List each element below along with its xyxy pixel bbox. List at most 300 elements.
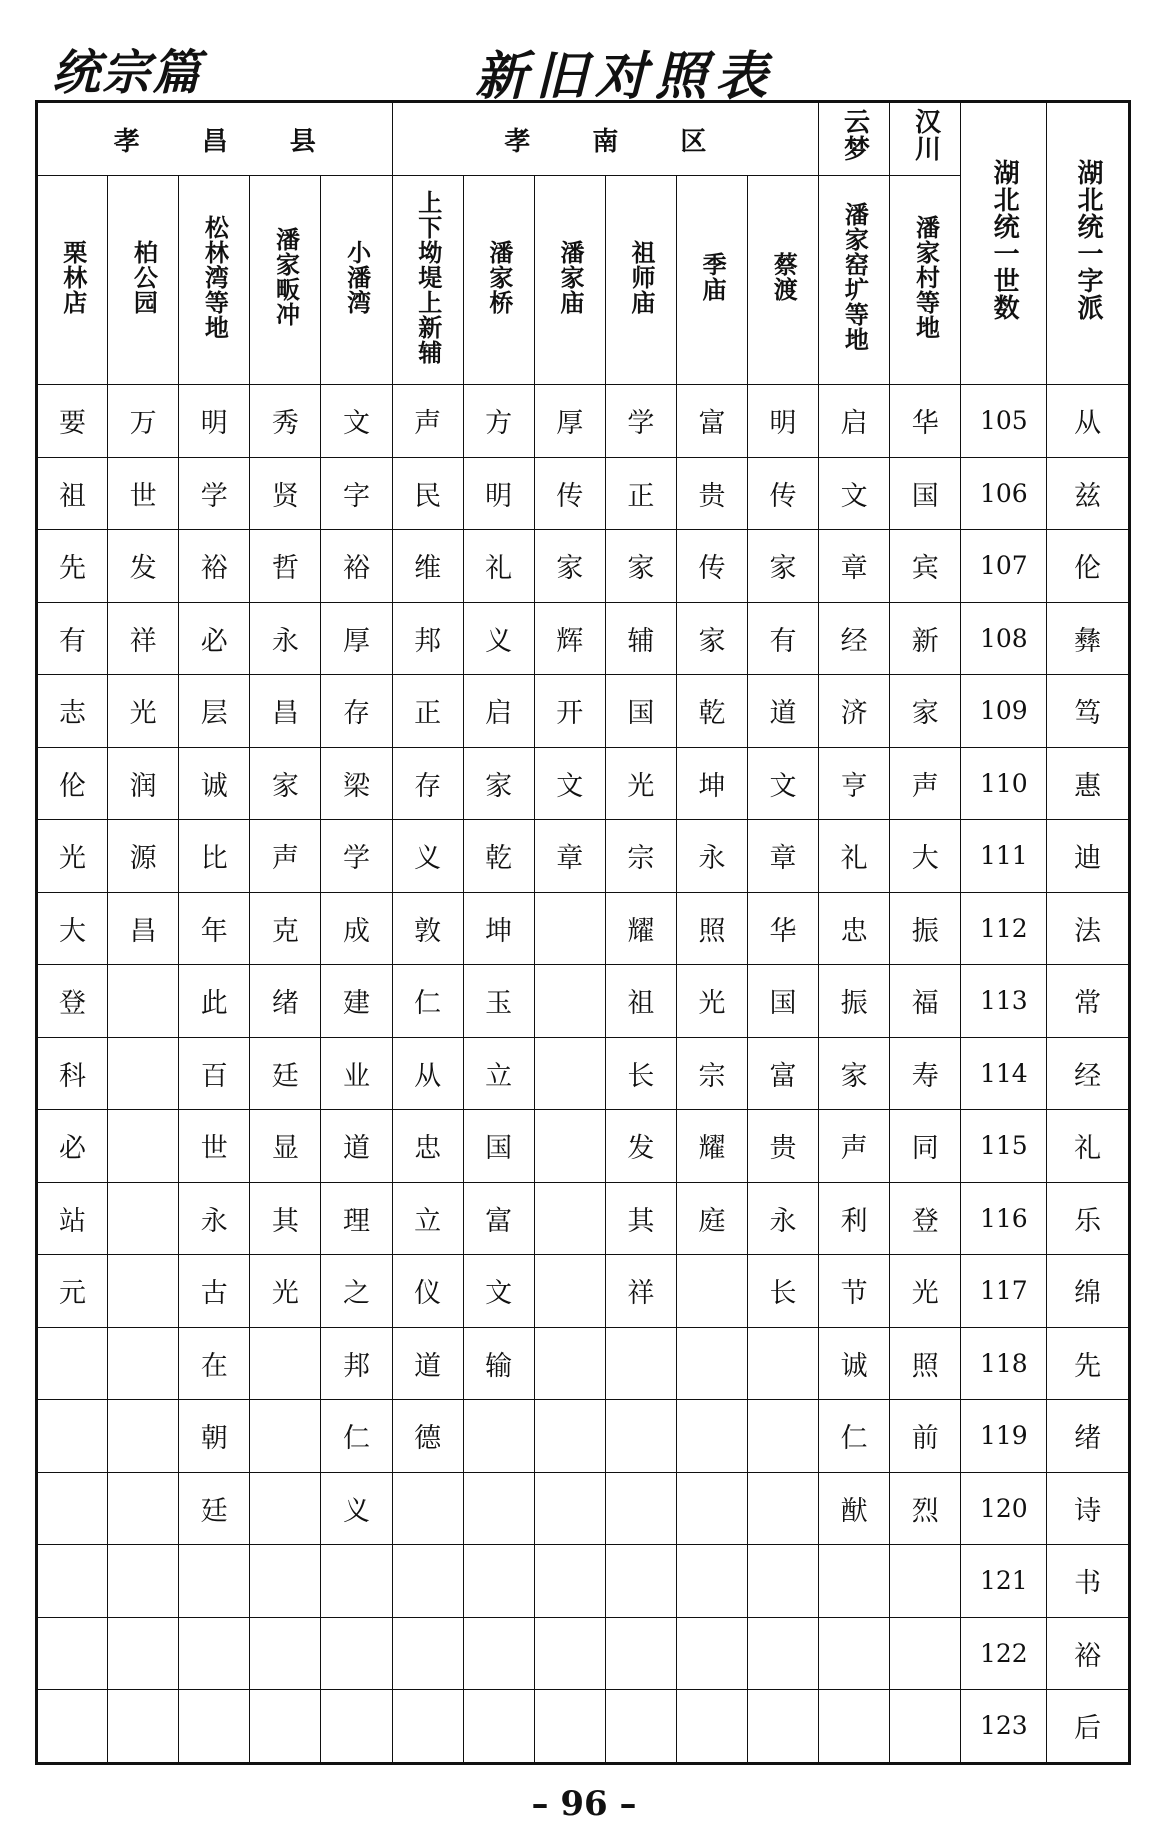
table-cell xyxy=(890,1545,961,1618)
table-cell: 光 xyxy=(250,1255,321,1328)
generation-number-cell: 115 xyxy=(961,1110,1047,1183)
generation-character-cell: 书 xyxy=(1047,1545,1130,1618)
table-cell: 辉 xyxy=(534,602,605,675)
table-cell: 理 xyxy=(321,1182,392,1255)
table-cell: 光 xyxy=(37,820,108,893)
generation-number-cell: 121 xyxy=(961,1545,1047,1618)
table-cell xyxy=(676,1400,747,1473)
table-cell xyxy=(108,1400,179,1473)
table-cell: 乾 xyxy=(463,820,534,893)
table-cell: 辅 xyxy=(605,602,676,675)
table-cell xyxy=(108,1327,179,1400)
table-cell: 敦 xyxy=(392,892,463,965)
table-cell: 有 xyxy=(37,602,108,675)
generation-character-cell: 绪 xyxy=(1047,1400,1130,1473)
table-cell: 发 xyxy=(605,1110,676,1183)
table-cell: 道 xyxy=(748,675,819,748)
table-row xyxy=(37,892,1130,965)
table-cell: 之 xyxy=(321,1255,392,1328)
table-cell: 登 xyxy=(37,965,108,1038)
table-cell xyxy=(108,965,179,1038)
table-cell: 文 xyxy=(534,747,605,820)
table-cell xyxy=(534,1037,605,1110)
table-cell: 克 xyxy=(250,892,321,965)
table-cell: 正 xyxy=(392,675,463,748)
table-cell xyxy=(108,1255,179,1328)
table-cell xyxy=(676,1617,747,1690)
generation-character-cell: 诗 xyxy=(1047,1472,1130,1545)
table-cell: 猷 xyxy=(819,1472,890,1545)
table-cell xyxy=(534,1110,605,1183)
table-cell: 坤 xyxy=(463,892,534,965)
table-cell: 显 xyxy=(250,1110,321,1183)
table-cell: 振 xyxy=(890,892,961,965)
column-header: 季庙 xyxy=(676,176,747,385)
table-cell xyxy=(676,1327,747,1400)
table-cell xyxy=(605,1545,676,1618)
table-cell xyxy=(108,1037,179,1110)
table-cell: 振 xyxy=(819,965,890,1038)
table-cell: 字 xyxy=(321,457,392,530)
table-cell xyxy=(37,1472,108,1545)
table-cell: 章 xyxy=(819,530,890,603)
generation-number-cell: 105 xyxy=(961,385,1047,458)
table-cell xyxy=(748,1327,819,1400)
column-header: 祖师庙 xyxy=(605,176,676,385)
table-cell: 长 xyxy=(605,1037,676,1110)
table-row xyxy=(37,820,1130,893)
table-cell: 元 xyxy=(37,1255,108,1328)
generation-number-cell: 106 xyxy=(961,457,1047,530)
generation-character-cell: 兹 xyxy=(1047,457,1130,530)
table-cell: 仁 xyxy=(392,965,463,1038)
table-cell: 立 xyxy=(392,1182,463,1255)
table-cell: 贵 xyxy=(676,457,747,530)
generation-number-cell: 118 xyxy=(961,1327,1047,1400)
table-cell: 站 xyxy=(37,1182,108,1255)
table-cell: 礼 xyxy=(463,530,534,603)
table-cell: 邦 xyxy=(321,1327,392,1400)
group-header-yunmeng: 云梦 xyxy=(819,102,890,176)
table-row xyxy=(37,1472,1130,1545)
comparison-table xyxy=(35,100,1131,1765)
table-cell: 贵 xyxy=(748,1110,819,1183)
table-cell: 必 xyxy=(37,1110,108,1183)
table-cell: 世 xyxy=(179,1110,250,1183)
table-cell: 世 xyxy=(108,457,179,530)
table-cell: 润 xyxy=(108,747,179,820)
table-cell xyxy=(392,1472,463,1545)
table-cell: 存 xyxy=(321,675,392,748)
generation-character-cell: 绵 xyxy=(1047,1255,1130,1328)
table-cell: 廷 xyxy=(179,1472,250,1545)
generation-number-cell: 113 xyxy=(961,965,1047,1038)
generation-character-cell: 彝 xyxy=(1047,602,1130,675)
table-row xyxy=(37,747,1130,820)
table-cell xyxy=(605,1327,676,1400)
generation-number-cell: 123 xyxy=(961,1690,1047,1764)
table-cell: 声 xyxy=(250,820,321,893)
table-cell: 文 xyxy=(748,747,819,820)
generation-number-cell: 112 xyxy=(961,892,1047,965)
table-cell: 新 xyxy=(890,602,961,675)
table-cell: 家 xyxy=(605,530,676,603)
table-cell: 家 xyxy=(250,747,321,820)
table-cell: 道 xyxy=(392,1327,463,1400)
table-cell: 开 xyxy=(534,675,605,748)
table-cell: 梁 xyxy=(321,747,392,820)
column-header: 潘家村等地 xyxy=(890,176,961,385)
table-cell xyxy=(250,1545,321,1618)
table-cell: 从 xyxy=(392,1037,463,1110)
table-cell: 绪 xyxy=(250,965,321,1038)
table-cell: 大 xyxy=(37,892,108,965)
table-cell: 同 xyxy=(890,1110,961,1183)
table-cell: 仪 xyxy=(392,1255,463,1328)
table-cell: 朝 xyxy=(179,1400,250,1473)
document-title: 新旧对照表 xyxy=(475,46,776,107)
table-row xyxy=(37,1617,1130,1690)
group-header-xiaochang: 孝昌县 xyxy=(37,102,393,176)
table-cell: 必 xyxy=(179,602,250,675)
generation-number-cell: 108 xyxy=(961,602,1047,675)
table-cell: 耀 xyxy=(605,892,676,965)
table-cell xyxy=(534,1472,605,1545)
table-cell xyxy=(748,1690,819,1764)
table-cell: 明 xyxy=(179,385,250,458)
table-cell: 礼 xyxy=(819,820,890,893)
table-cell xyxy=(250,1327,321,1400)
table-cell: 义 xyxy=(321,1472,392,1545)
table-cell xyxy=(534,1182,605,1255)
table-cell xyxy=(250,1400,321,1473)
header-hubei-character: 湖北统一字派 xyxy=(1047,102,1130,385)
column-header: 潘家畈冲 xyxy=(250,176,321,385)
generation-character-cell: 从 xyxy=(1047,385,1130,458)
table-cell: 忠 xyxy=(392,1110,463,1183)
table-row xyxy=(37,602,1130,675)
table-cell: 宗 xyxy=(676,1037,747,1110)
table-cell: 宾 xyxy=(890,530,961,603)
table-cell: 永 xyxy=(250,602,321,675)
table-cell: 层 xyxy=(179,675,250,748)
table-cell: 年 xyxy=(179,892,250,965)
table-cell: 建 xyxy=(321,965,392,1038)
table-cell: 永 xyxy=(676,820,747,893)
generation-character-cell: 乐 xyxy=(1047,1182,1130,1255)
table-cell xyxy=(37,1545,108,1618)
table-cell: 仁 xyxy=(321,1400,392,1473)
table-cell xyxy=(250,1617,321,1690)
table-cell: 秀 xyxy=(250,385,321,458)
generation-character-cell: 伦 xyxy=(1047,530,1130,603)
table-cell: 贤 xyxy=(250,457,321,530)
column-header: 栗林店 xyxy=(37,176,108,385)
generation-number-cell: 114 xyxy=(961,1037,1047,1110)
table-cell xyxy=(676,1472,747,1545)
table-cell: 永 xyxy=(748,1182,819,1255)
table-cell: 百 xyxy=(179,1037,250,1110)
table-cell: 光 xyxy=(605,747,676,820)
table-row xyxy=(37,1182,1130,1255)
table-cell xyxy=(748,1472,819,1545)
table-cell: 坤 xyxy=(676,747,747,820)
table-cell xyxy=(392,1617,463,1690)
table-cell: 祖 xyxy=(605,965,676,1038)
table-cell: 要 xyxy=(37,385,108,458)
column-header: 小潘湾 xyxy=(321,176,392,385)
table-cell xyxy=(534,1545,605,1618)
table-cell: 裕 xyxy=(179,530,250,603)
table-cell: 传 xyxy=(748,457,819,530)
table-cell: 古 xyxy=(179,1255,250,1328)
column-header: 潘家桥 xyxy=(463,176,534,385)
table-cell: 民 xyxy=(392,457,463,530)
table-cell xyxy=(819,1617,890,1690)
table-cell: 义 xyxy=(463,602,534,675)
table-cell: 存 xyxy=(392,747,463,820)
table-cell: 宗 xyxy=(605,820,676,893)
table-cell: 明 xyxy=(463,457,534,530)
generation-number-cell: 122 xyxy=(961,1617,1047,1690)
table-cell: 昌 xyxy=(108,892,179,965)
table-cell: 廷 xyxy=(250,1037,321,1110)
table-cell xyxy=(108,1690,179,1764)
table-cell: 祖 xyxy=(37,457,108,530)
table-row xyxy=(37,457,1130,530)
table-cell xyxy=(179,1690,250,1764)
table-cell: 邦 xyxy=(392,602,463,675)
table-row xyxy=(37,675,1130,748)
table-cell xyxy=(534,1617,605,1690)
table-cell xyxy=(321,1545,392,1618)
table-cell xyxy=(534,1255,605,1328)
table-cell: 伦 xyxy=(37,747,108,820)
table-cell xyxy=(534,965,605,1038)
table-row xyxy=(37,965,1130,1038)
table-cell: 光 xyxy=(890,1255,961,1328)
table-cell: 文 xyxy=(819,457,890,530)
table-cell: 维 xyxy=(392,530,463,603)
table-row xyxy=(37,1037,1130,1110)
table-cell xyxy=(392,1690,463,1764)
table-cell: 光 xyxy=(108,675,179,748)
table-cell: 乾 xyxy=(676,675,747,748)
table-cell xyxy=(37,1400,108,1473)
table-cell: 照 xyxy=(890,1327,961,1400)
table-cell: 家 xyxy=(534,530,605,603)
table-cell: 裕 xyxy=(321,530,392,603)
table-cell: 有 xyxy=(748,602,819,675)
table-cell xyxy=(321,1617,392,1690)
table-cell: 先 xyxy=(37,530,108,603)
table-cell xyxy=(605,1690,676,1764)
table-cell: 国 xyxy=(605,675,676,748)
table-cell xyxy=(748,1617,819,1690)
table-cell: 利 xyxy=(819,1182,890,1255)
table-cell: 发 xyxy=(108,530,179,603)
table-cell xyxy=(890,1690,961,1764)
table-cell: 福 xyxy=(890,965,961,1038)
table-cell xyxy=(676,1545,747,1618)
table-cell: 华 xyxy=(748,892,819,965)
table-row xyxy=(37,1327,1130,1400)
table-cell: 祥 xyxy=(108,602,179,675)
generation-number-cell: 116 xyxy=(961,1182,1047,1255)
table-cell: 传 xyxy=(534,457,605,530)
table-cell: 启 xyxy=(463,675,534,748)
generation-character-cell: 礼 xyxy=(1047,1110,1130,1183)
table-row xyxy=(37,385,1130,458)
table-cell: 国 xyxy=(748,965,819,1038)
table-cell: 学 xyxy=(321,820,392,893)
table-cell: 业 xyxy=(321,1037,392,1110)
table-cell: 富 xyxy=(463,1182,534,1255)
table-cell: 永 xyxy=(179,1182,250,1255)
table-cell: 亨 xyxy=(819,747,890,820)
table-cell: 源 xyxy=(108,820,179,893)
table-cell: 万 xyxy=(108,385,179,458)
table-row xyxy=(37,1400,1130,1473)
table-cell: 道 xyxy=(321,1110,392,1183)
table-cell xyxy=(108,1110,179,1183)
table-cell: 义 xyxy=(392,820,463,893)
table-cell: 比 xyxy=(179,820,250,893)
table-cell: 仁 xyxy=(819,1400,890,1473)
table-cell: 启 xyxy=(819,385,890,458)
generation-number-cell: 107 xyxy=(961,530,1047,603)
table-cell: 厚 xyxy=(534,385,605,458)
table-cell: 立 xyxy=(463,1037,534,1110)
generation-character-cell: 迪 xyxy=(1047,820,1130,893)
table-cell xyxy=(463,1690,534,1764)
header-hubei-generation: 湖北统一世数 xyxy=(961,102,1047,385)
column-header: 柏公园 xyxy=(108,176,179,385)
column-header: 蔡渡 xyxy=(748,176,819,385)
table-cell: 济 xyxy=(819,675,890,748)
table-cell xyxy=(250,1472,321,1545)
table-cell: 长 xyxy=(748,1255,819,1328)
table-cell: 大 xyxy=(890,820,961,893)
generation-character-cell: 裕 xyxy=(1047,1617,1130,1690)
table-cell: 前 xyxy=(890,1400,961,1473)
table-cell xyxy=(37,1327,108,1400)
table-cell: 其 xyxy=(605,1182,676,1255)
table-cell: 学 xyxy=(179,457,250,530)
table-cell: 章 xyxy=(748,820,819,893)
table-cell: 输 xyxy=(463,1327,534,1400)
table-cell xyxy=(37,1617,108,1690)
column-header: 松林湾等地 xyxy=(179,176,250,385)
table-cell: 国 xyxy=(890,457,961,530)
table-cell xyxy=(392,1545,463,1618)
table-body xyxy=(37,385,1130,1764)
page-header xyxy=(40,34,1130,106)
table-cell: 节 xyxy=(819,1255,890,1328)
table-cell: 家 xyxy=(748,530,819,603)
table-cell xyxy=(108,1545,179,1618)
generation-character-cell: 笃 xyxy=(1047,675,1130,748)
table-cell: 诚 xyxy=(819,1327,890,1400)
group-header-xiaonan: 孝南区 xyxy=(392,102,819,176)
table-cell xyxy=(179,1545,250,1618)
table-cell xyxy=(463,1400,534,1473)
generation-number-cell: 110 xyxy=(961,747,1047,820)
table-cell xyxy=(179,1617,250,1690)
table-cell: 登 xyxy=(890,1182,961,1255)
table-cell xyxy=(108,1472,179,1545)
page-number: – 96 – xyxy=(531,1784,637,1824)
table-cell xyxy=(605,1617,676,1690)
column-header: 潘家窑圹等地 xyxy=(819,176,890,385)
table-cell xyxy=(676,1690,747,1764)
table-cell xyxy=(108,1182,179,1255)
table-cell xyxy=(890,1617,961,1690)
generation-character-cell: 先 xyxy=(1047,1327,1130,1400)
generation-number-cell: 111 xyxy=(961,820,1047,893)
table-cell: 哲 xyxy=(250,530,321,603)
table-cell xyxy=(250,1690,321,1764)
generation-number-cell: 117 xyxy=(961,1255,1047,1328)
table-cell xyxy=(108,1617,179,1690)
table-cell: 成 xyxy=(321,892,392,965)
table-cell: 在 xyxy=(179,1327,250,1400)
table-cell: 其 xyxy=(250,1182,321,1255)
table-cell xyxy=(819,1545,890,1618)
table-row xyxy=(37,1110,1130,1183)
table-cell xyxy=(37,1690,108,1764)
table-cell: 厚 xyxy=(321,602,392,675)
section-title: 统宗篇 xyxy=(52,45,203,101)
table-cell: 寿 xyxy=(890,1037,961,1110)
table-cell: 昌 xyxy=(250,675,321,748)
generation-number-cell: 120 xyxy=(961,1472,1047,1545)
table-row xyxy=(37,1690,1130,1764)
table-cell: 文 xyxy=(463,1255,534,1328)
table-cell xyxy=(748,1545,819,1618)
generation-number-cell: 119 xyxy=(961,1400,1047,1473)
table-cell: 家 xyxy=(676,602,747,675)
table-cell: 德 xyxy=(392,1400,463,1473)
table-cell: 家 xyxy=(890,675,961,748)
table-cell: 传 xyxy=(676,530,747,603)
table-cell: 章 xyxy=(534,820,605,893)
table-cell: 家 xyxy=(463,747,534,820)
table-cell: 耀 xyxy=(676,1110,747,1183)
table-cell: 照 xyxy=(676,892,747,965)
table-row xyxy=(37,1545,1130,1618)
table-cell: 学 xyxy=(605,385,676,458)
generation-number-cell: 109 xyxy=(961,675,1047,748)
table-cell: 诚 xyxy=(179,747,250,820)
table-cell xyxy=(534,1690,605,1764)
table-cell: 光 xyxy=(676,965,747,1038)
table-cell xyxy=(534,1327,605,1400)
table-cell: 科 xyxy=(37,1037,108,1110)
table-cell xyxy=(748,1400,819,1473)
table-cell: 文 xyxy=(321,385,392,458)
table-cell: 忠 xyxy=(819,892,890,965)
table-cell xyxy=(605,1400,676,1473)
table-cell: 烈 xyxy=(890,1472,961,1545)
table-cell: 方 xyxy=(463,385,534,458)
table-cell: 华 xyxy=(890,385,961,458)
table-cell: 正 xyxy=(605,457,676,530)
table-cell: 祥 xyxy=(605,1255,676,1328)
table-cell: 家 xyxy=(819,1037,890,1110)
table-cell xyxy=(463,1545,534,1618)
generation-character-cell: 常 xyxy=(1047,965,1130,1038)
